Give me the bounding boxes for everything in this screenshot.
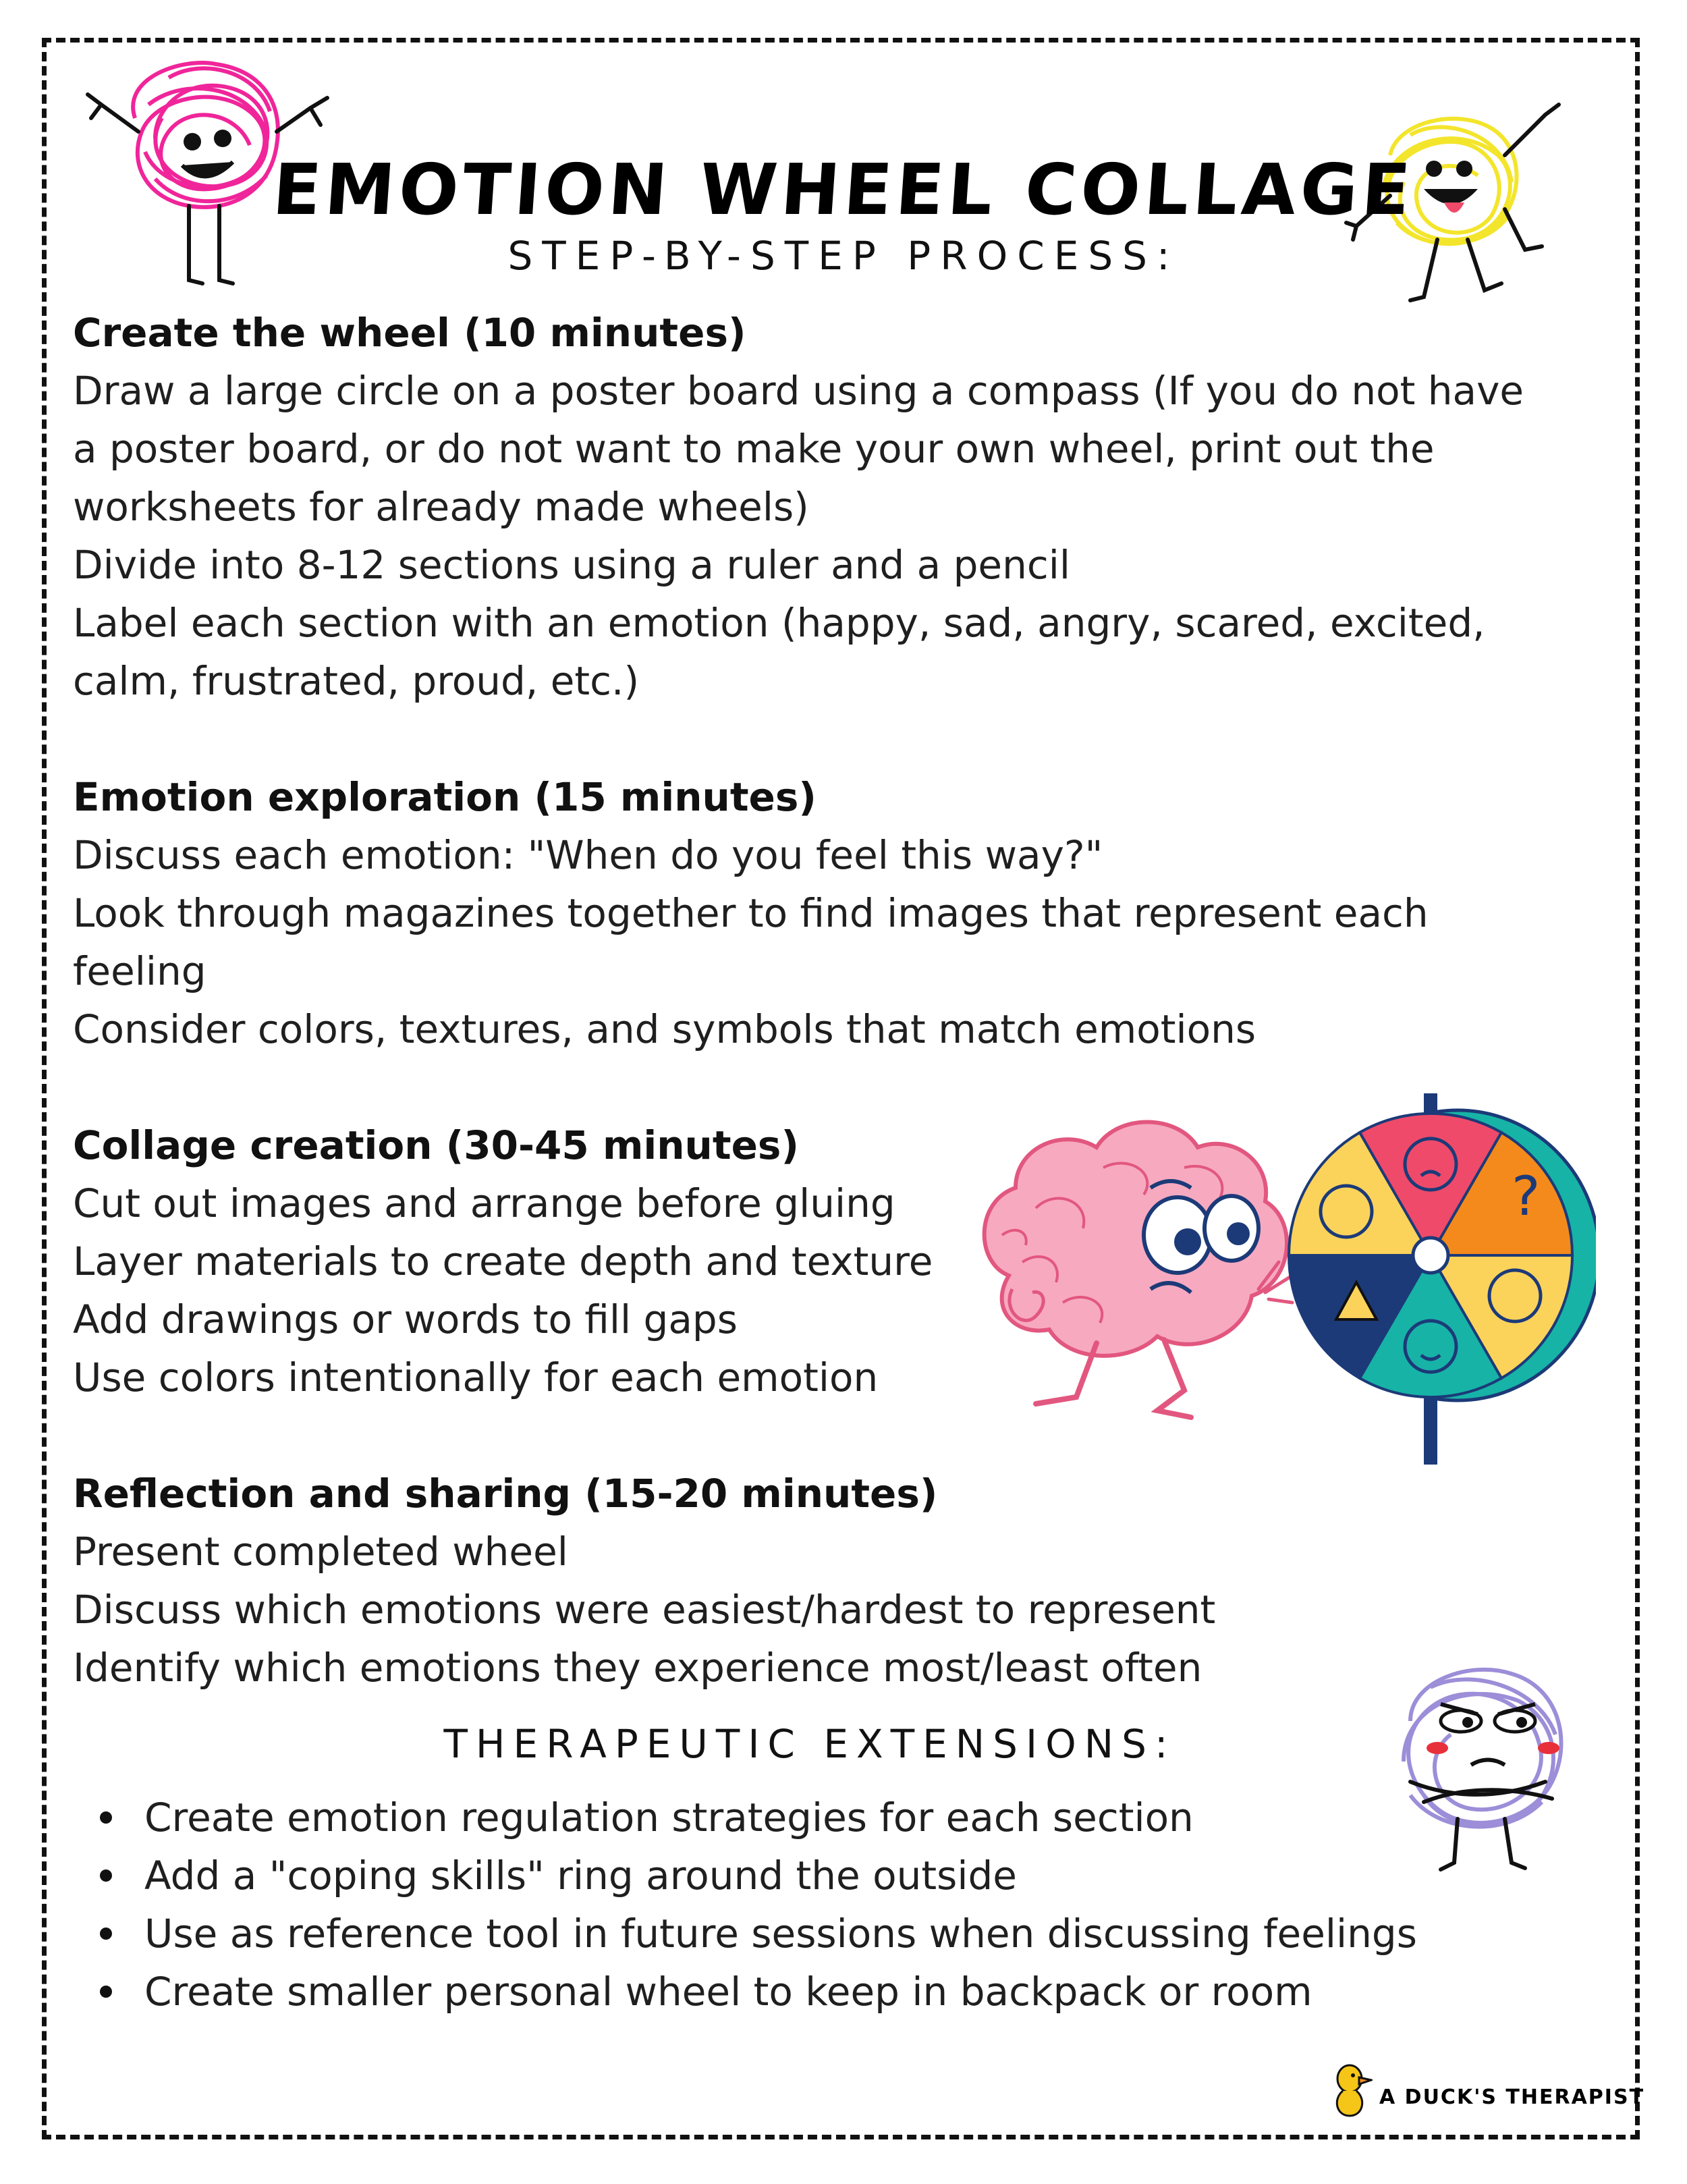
section-line: Use colors intentionally for each emotion xyxy=(73,1355,879,1400)
section-line: Consider colors, textures, and symbols that match emotions xyxy=(73,1006,1256,1052)
page-title: EMOTION WHEEL COLLAGE xyxy=(270,148,1417,231)
bullet-icon xyxy=(100,1869,112,1882)
section-create-wheel xyxy=(73,304,1591,710)
section-line: Layer materials to create depth and texture xyxy=(73,1238,933,1284)
section-line: Discuss which emotions were easiest/hardest to represent xyxy=(73,1587,1216,1633)
section-line: Label each section with an emotion (happy, sad, angry, scared, excited, xyxy=(73,600,1485,646)
list-item-text: Use as reference tool in future sessions when discussing feelings xyxy=(144,1911,1417,1957)
list-item-text: Add a "coping skills" ring around the outside xyxy=(144,1853,1017,1899)
process-steps xyxy=(73,304,1591,1755)
brand-name: A DUCK'S THERAPIST xyxy=(1379,2085,1645,2109)
section-line: Identify which emotions they experience most/least often xyxy=(73,1645,1202,1691)
list-item xyxy=(73,1963,1591,2021)
svg-text:?: ? xyxy=(1512,1165,1541,1228)
section-line: worksheets for already made wheels) xyxy=(73,484,809,530)
section-line: Present completed wheel xyxy=(73,1529,568,1575)
section-line: a poster board, or do not want to make your own wheel, print out the xyxy=(73,426,1435,472)
section-line: Discuss each emotion: "When do you feel this way?" xyxy=(73,832,1103,878)
section-line: Cut out images and arrange before gluing xyxy=(73,1180,895,1226)
section-heading: Reflection and sharing (15-20 minutes) xyxy=(73,1471,938,1517)
section-heading: Emotion exploration (15 minutes) xyxy=(73,774,817,820)
list-item-text: Create emotion regulation strategies for each section xyxy=(144,1795,1194,1840)
duck-logo-icon xyxy=(1329,2058,1373,2119)
section-line: Add drawings or words to fill gaps xyxy=(73,1296,738,1342)
section-line: feeling xyxy=(73,948,206,994)
section-emotion-exploration xyxy=(73,768,1591,1058)
process-subtitle: STEP-BY-STEP PROCESS: xyxy=(507,233,1180,279)
list-item xyxy=(73,1905,1591,1963)
section-line: Draw a large circle on a poster board using a compass (If you do not have xyxy=(73,368,1524,414)
section-heading: Collage creation (30-45 minutes) xyxy=(73,1122,799,1168)
extensions-title: THERAPEUTIC EXTENSIONS: xyxy=(443,1721,1176,1767)
section-line: Divide into 8-12 sections using a ruler and a pencil xyxy=(73,542,1070,588)
extensions-list xyxy=(73,1789,1591,2021)
section-line: calm, frustrated, proud, etc.) xyxy=(73,658,640,704)
bullet-icon xyxy=(100,1811,112,1824)
list-item xyxy=(73,1789,1591,1847)
list-item-text: Create smaller personal wheel to keep in backpack or room xyxy=(144,1969,1312,2015)
brand-footer xyxy=(1329,2058,1644,2119)
section-line: Look through magazines together to find images that represent each xyxy=(73,890,1429,936)
section-heading: Create the wheel (10 minutes) xyxy=(73,310,746,356)
bullet-icon xyxy=(100,1986,112,1998)
section-reflection-sharing xyxy=(73,1465,1591,1697)
bullet-icon xyxy=(100,1928,112,1940)
list-item xyxy=(73,1847,1591,1905)
brain-and-emotion-wheel-illustration xyxy=(962,1087,1596,1465)
